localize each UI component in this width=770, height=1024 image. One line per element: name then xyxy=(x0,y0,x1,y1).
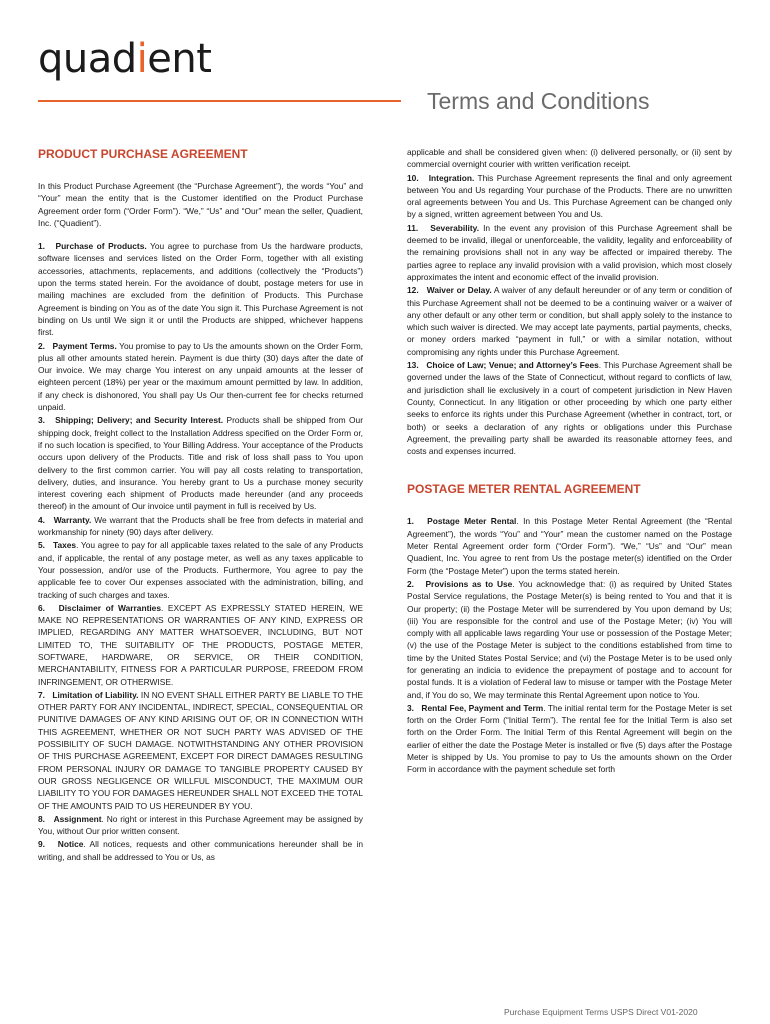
clause-number: 4. xyxy=(38,514,45,525)
clause-title: Provisions as to Use xyxy=(425,578,513,589)
clause-text: You agree to purchase from Us the hardware products, software licenses and services listed on the Order Form, together with all existing accessories, attachments, replacements, and additions (collectively the “Products”) upon the terms stated herein. For the avoidance of doubt, postage meters for use in mailing machines are excluded from the definition of Products. This Purchase Agreement is binding on You as of the date You sign it. This Purchase Agreement is not binding on Us until We sign it or until the Products are shipped, whichever happens first. xyxy=(38,241,363,338)
footer-version: Purchase Equipment Terms USPS Direct V01-2020 xyxy=(504,1007,698,1017)
clause-text: . You acknowledge that: (i) as required by United States Postal Service regulations, the Postage Meter(s) is being rented to You and that it is Our property; (ii) the Postage Meter will be surrendered by You upon demand by Us; (iii) You are responsible for the control and use of the Postage Meter; (iv) You will comply with all applicable laws regarding Your use or possession of the Postage Meter; (v) the use of the Postage Meter is subject to the conditions established from time to time by the United States Postal Service; and (vi) the Postage Meter is to be used only for generating an indicia to evidence the prepayment of postage and to account for postal funds. It is a violation of Federal law to misuse or tamper with the Postage Meter and, if You do so, We may terminate this Rental Agreement upon notice to You. xyxy=(407,578,732,700)
clause-number: 10. xyxy=(407,172,419,183)
clause-text: . All notices, requests and other communications hereunder shall be in writing, and shall be addressed to You or Us, as xyxy=(38,839,363,862)
clause-title: Waiver or Delay. xyxy=(426,285,492,296)
document-title: Terms and Conditions xyxy=(427,88,650,114)
clause-number: 3. xyxy=(407,702,414,713)
clause xyxy=(38,514,363,539)
clause xyxy=(407,222,732,283)
clause-title: Rental Fee, Payment and Term xyxy=(421,702,544,713)
clause xyxy=(38,813,363,838)
clause-number: 6. xyxy=(38,602,45,613)
product-clauses xyxy=(38,240,363,863)
clause-number: 2. xyxy=(407,578,414,589)
clause-text: . EXCEPT AS EXPRESSLY STATED HEREIN, WE MAKE NO REPRESENTATIONS OR WARRANTIES OF ANY KIND, EXPRESS OR IMPLIED, REGARDING ANY MATTER WHATSOEVER, INCLUDING, BUT NOT LIMITED TO, THE SUITABILITY OF THE PRODUCTS, POSTAGE METER, SOFTWARE, HARDWARE, OR SERVICE, OR THEIR CONDITION, MERCHANTABILITY, FITNESS FOR A PARTICULAR PURPOSE, FREEDOM FROM INFRINGEMENT, OR OTHERWISE. xyxy=(38,602,363,687)
clause-number: 9. xyxy=(38,839,45,850)
left-column xyxy=(38,146,363,864)
clause-title: Choice of Law; Venue; and Attorney’s Fees xyxy=(426,360,599,371)
clause xyxy=(407,359,732,457)
clause-title: Purchase of Products. xyxy=(55,241,147,252)
clause-title: Disclaimer of Warranties xyxy=(58,602,162,613)
quadient-logo: quadient xyxy=(38,36,212,82)
clause-number: 2. xyxy=(38,340,45,351)
clause xyxy=(38,602,363,688)
clause xyxy=(38,539,363,600)
clause-title: Shipping; Delivery; and Security Interest. xyxy=(55,415,224,426)
clause xyxy=(38,240,363,338)
clause-number: 5. xyxy=(38,540,45,551)
clause-title: Notice xyxy=(57,839,84,850)
clause-title: Assignment xyxy=(53,813,102,824)
clause-text: . The initial rental term for the Postage Meter is set forth on the Order Form (“Initial Term”). The rental fee for the Initial Term is also set forth on the Order Form. The Initial Term of this Rental Agreement will begin on the earlier of either the date the Postage Meter is installed or five (5) days after the Postage Meter is shipped by Us. You promise to pay to Us the amounts shown on the Order Form in accordance with the payment schedule set forth xyxy=(407,702,733,775)
clause-number: 8. xyxy=(38,813,45,824)
clause-text: Products shall be shipped from Our shipping dock, freight collect to the Installation Address specified on the Order Form or, if no such location is specified, to Your Billing Address. Your acceptance of the Products occurs upon delivery of the Products. Title and risk of loss shall pass to You upon delivery to the first common carrier. You will pay all costs relating to transportation, delivery, duties, and insurance. You hereby grant to Us a purchase money security interest covering each shipment of Products made hereunder (and any proceeds thereof) in the amount of Our invoice until payment in full is received by Us. xyxy=(38,415,363,512)
header-rule xyxy=(38,100,401,102)
notice-continued: applicable and shall be considered given when: (i) delivered personally, or (ii) sent by commercial overnight courier with written verification receipt. xyxy=(407,147,732,170)
clause-text: A waiver of any default hereunder or of any term or condition of this Purchase Agreement shall not be deemed to be a continuing waiver or a waiver of any other default or any other term or condition, but shall apply solely to the instance to which such waiver is directed. We may accept late payments, partial payments, checks, or money orders marked “payment in full,” or with a similar notation, without compromising any rights under this Purchase Agreement. xyxy=(407,285,732,357)
product-agreement-heading: PRODUCT PURCHASE AGREEMENT xyxy=(38,147,248,161)
clause-title: Taxes xyxy=(52,540,77,551)
clause-number: 12. xyxy=(407,285,419,296)
clause-number: 1. xyxy=(407,516,414,527)
clause-text: We warrant that the Products shall be free from defects in material and workmanship for ninety (90) days after delivery. xyxy=(38,514,364,538)
clause-number: 1. xyxy=(38,241,45,252)
clause-text: You promise to pay to Us the amounts shown on the Order Form, plus all other amounts stated herein. Payment is due thirty (30) days after the date of Our invoice. We may charge You interest on any unpaid amounts at the lesser of eighteen percent (18%) per year or the maximum amount permitted by law. In addition, if any check is dishonored, You shall pay Us Our then-current fee for checks returned unpaid. xyxy=(38,340,363,413)
product-intro: In this Product Purchase Agreement (the “Purchase Agreement”), the words “You” and “Your” mean the entity that is the Customer identified on the Product Purchase Agreement order form (“Order Form”). “We,” “Us” and “Our” mean the seller, Quadient, Inc. (“Quadient”). xyxy=(38,181,363,228)
clause-title: Payment Terms. xyxy=(52,340,117,351)
clause-number: 11. xyxy=(407,222,419,233)
clause-text: . This Purchase Agreement shall be governed under the laws of the State of Connecticut, without regard to conflicts of law, and jurisdiction shall lie exclusively in a court of competent jurisdiction in New Haven County, Connecticut. In any litigation or other proceeding by which one party either seeks to enforce its rights under this Purchase Agreement (whether in contract, tort, or both) or seeks a declaration of any rights or obligations under this Purchase Agreement, the prevailing party shall be awarded its reasonable attorney fees, and costs and expenses incurred. xyxy=(407,360,732,457)
clause-text: . In this Postage Meter Rental Agreement (the “Rental Agreement”), the words “You” and “Your” mean the customer named on the Postage Meter Rental Agreement order form (“Order Form”). “We,” “Us” and “Our” mean Quadient, Inc. You agree to rent from Us the postage meter(s) identified on the Order Form (the “Postage Meter”) upon the terms stated herein. xyxy=(407,516,732,576)
clause-title: Postage Meter Rental xyxy=(427,516,517,527)
clause xyxy=(407,284,732,358)
clause-text: This Purchase Agreement represents the final and only agreement between You and Us regarding Your purchase of the Products. There are no unwritten oral agreements between You and Us. This Purchase Agreement can be changed only by a signed, written agreement between You and Us. xyxy=(407,172,732,220)
clause xyxy=(38,689,363,812)
clause xyxy=(38,838,363,863)
meter-clauses xyxy=(407,515,732,775)
clause xyxy=(38,414,363,512)
right-column xyxy=(407,146,732,777)
clause-title: Severability. xyxy=(430,222,480,233)
clause xyxy=(407,578,732,701)
clause-number: 3. xyxy=(38,415,45,426)
clause-number: 13. xyxy=(407,360,419,371)
clause-text: . You agree to pay for all applicable taxes related to the sale of any Products and, if applicable, the rental of any postage meter, as well as any taxes applicable to Your possession, and/or use of the Products. Furthermore, You agree to pay the applicable fee to cover Our expenses associated with the administration, billing, and tracking of such charges and taxes. xyxy=(38,540,364,600)
clause xyxy=(38,340,363,414)
meter-agreement-heading: POSTAGE METER RENTAL AGREEMENT xyxy=(407,482,641,497)
clause-number: 7. xyxy=(38,689,45,700)
clause-text: In the event any provision of this Purchase Agreement shall be deemed to be invalid, illegal or unenforceable, the validity, legality and enforceability of the remaining provisions shall not in any way be affected or impaired thereby. The parties agree to replace any invalid provision with a valid provision, which most closely approximates the intent and economic effect of the invalid provision. xyxy=(407,222,732,282)
clause-title: Limitation of Liability. xyxy=(52,689,139,700)
clause xyxy=(407,172,732,221)
clause-text: . No right or interest in this Purchase Agreement may be assigned by You, without Our prior written consent. xyxy=(38,813,363,837)
clause-title: Integration. xyxy=(428,172,475,183)
clause-title: Warranty. xyxy=(53,514,92,525)
clause-text: IN NO EVENT SHALL EITHER PARTY BE LIABLE TO THE OTHER PARTY FOR ANY INCIDENTAL, INDIRECT, SPECIAL, CONSEQUENTIAL OR PUNITIVE DAMAGES OF ANY KIND ARISING OUT OF, OR IN CONNECTION WITH THIS AGREEMENT, WHETHER OR NOT SUCH PARTY WAS ADVISED OF THE POSSIBILITY OF SUCH DAMAGE. NOTWITHSTANDING ANY OTHER PROVISION OF THIS PURCHASE AGREEMENT, EXCEPT FOR DIRECT DAMAGES RESULTING FROM PERSONAL INJURY OR DAMAGE TO TANGIBLE PROPERTY CAUSED BY OUR GROSS NEGLIGENCE OR WILLFUL MISCONDUCT, THE MAXIMUM OUR LIABILITY TO YOU FOR DAMAGES HEREUNDER SHALL NOT EXCEED THE TOTAL OF THE AMOUNTS PAID TO US HEREUNDER BY YOU. xyxy=(38,689,363,811)
product-clauses-continued xyxy=(407,172,732,458)
clause xyxy=(407,515,732,576)
clause xyxy=(407,702,732,776)
